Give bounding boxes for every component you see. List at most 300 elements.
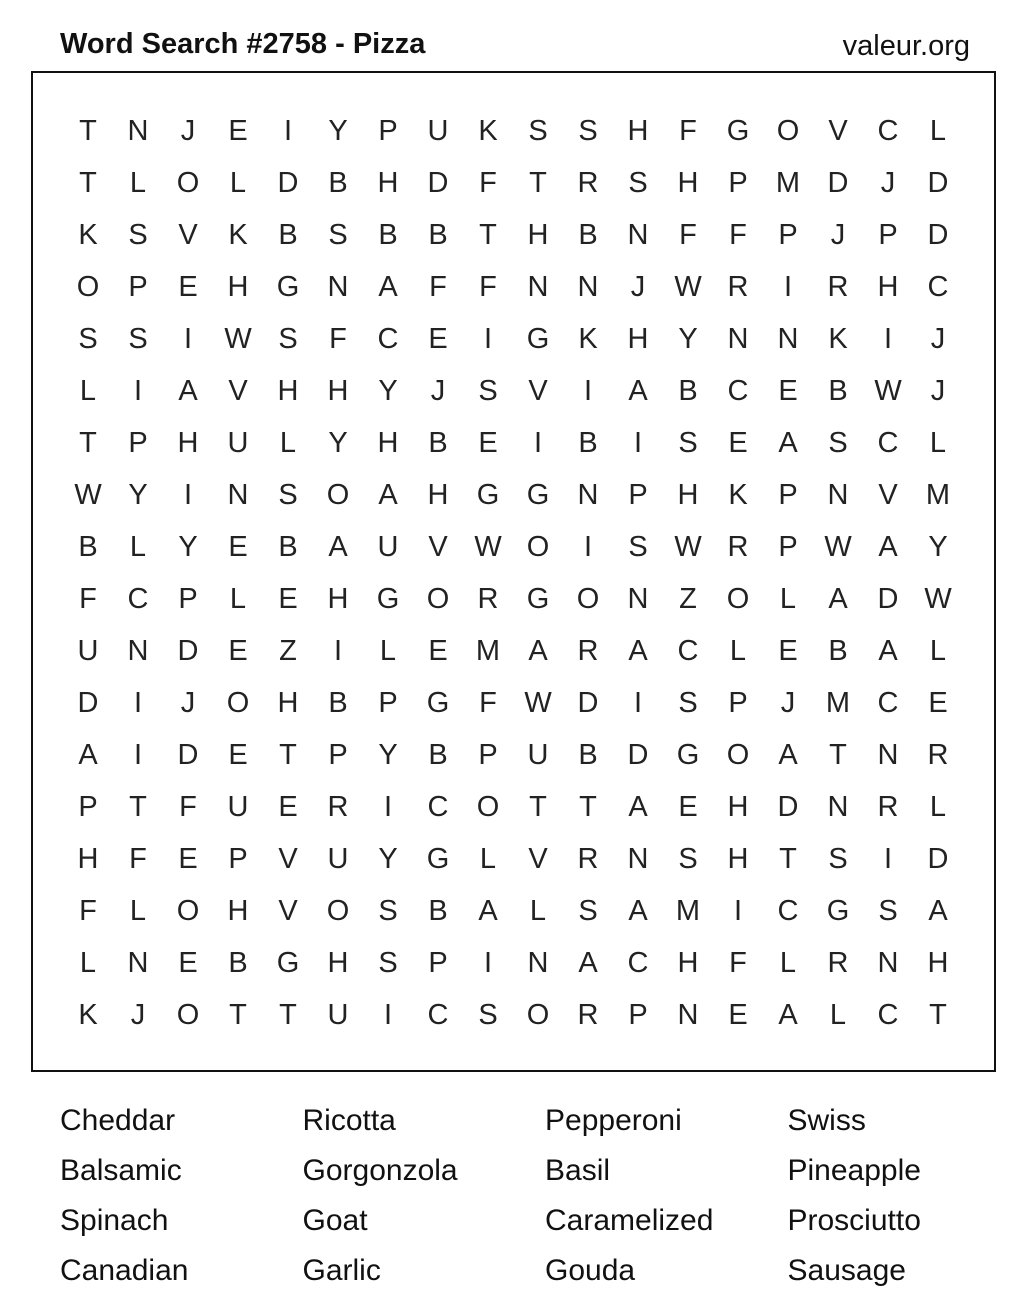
- grid-cell[interactable]: F: [479, 686, 497, 719]
- grid-cell[interactable]: Y: [178, 530, 198, 563]
- grid-cell[interactable]: J: [430, 374, 446, 407]
- grid-cell[interactable]: I: [883, 322, 893, 355]
- grid-cell[interactable]: H: [727, 790, 749, 823]
- grid-cell[interactable]: I: [183, 478, 193, 511]
- grid-cell[interactable]: A: [578, 946, 598, 979]
- grid-cell[interactable]: I: [133, 686, 143, 719]
- grid-cell[interactable]: V: [428, 530, 448, 563]
- grid-cell[interactable]: C: [627, 946, 649, 979]
- grid-cell[interactable]: B: [428, 894, 448, 927]
- grid-cell[interactable]: B: [328, 166, 348, 199]
- grid-cell[interactable]: P: [778, 478, 798, 511]
- grid-cell[interactable]: D: [927, 166, 949, 199]
- grid-cell[interactable]: H: [327, 946, 349, 979]
- grid-cell[interactable]: D: [177, 738, 199, 771]
- grid-cell[interactable]: L: [529, 894, 547, 927]
- grid-cell[interactable]: P: [378, 686, 398, 719]
- grid-cell[interactable]: D: [827, 166, 849, 199]
- grid-cell[interactable]: F: [179, 790, 197, 823]
- grid-cell[interactable]: O: [526, 998, 550, 1031]
- grid-cell[interactable]: F: [479, 270, 497, 303]
- grid-cell[interactable]: T: [79, 114, 97, 147]
- grid-cell[interactable]: N: [627, 582, 649, 615]
- grid-cell[interactable]: I: [133, 738, 143, 771]
- grid-cell[interactable]: W: [874, 374, 902, 407]
- grid-cell[interactable]: P: [78, 790, 98, 823]
- grid-cell[interactable]: W: [924, 582, 952, 615]
- grid-cell[interactable]: Y: [678, 322, 698, 355]
- grid-cell[interactable]: U: [327, 842, 349, 875]
- grid-cell[interactable]: T: [529, 790, 547, 823]
- grid-cell[interactable]: P: [228, 842, 248, 875]
- grid-cell[interactable]: G: [526, 322, 550, 355]
- grid-cell[interactable]: T: [529, 166, 547, 199]
- grid-cell[interactable]: S: [878, 894, 898, 927]
- grid-cell[interactable]: H: [277, 374, 299, 407]
- grid-cell[interactable]: S: [378, 946, 398, 979]
- grid-cell[interactable]: K: [78, 998, 98, 1031]
- grid-cell[interactable]: D: [277, 166, 299, 199]
- grid-cell[interactable]: L: [479, 842, 497, 875]
- grid-cell[interactable]: I: [733, 894, 743, 927]
- grid-cell[interactable]: O: [176, 894, 200, 927]
- grid-cell[interactable]: B: [428, 218, 448, 251]
- grid-cell[interactable]: N: [827, 478, 849, 511]
- grid-cell[interactable]: L: [829, 998, 847, 1031]
- grid-cell[interactable]: H: [927, 946, 949, 979]
- grid-cell[interactable]: O: [226, 686, 250, 719]
- grid-cell[interactable]: U: [527, 738, 549, 771]
- grid-cell[interactable]: D: [877, 582, 899, 615]
- grid-cell[interactable]: M: [775, 166, 801, 199]
- grid-cell[interactable]: T: [79, 166, 97, 199]
- grid-cell[interactable]: Y: [378, 738, 398, 771]
- grid-cell[interactable]: T: [929, 998, 947, 1031]
- grid-cell[interactable]: G: [426, 686, 450, 719]
- grid-cell[interactable]: G: [526, 478, 550, 511]
- grid-cell[interactable]: A: [778, 426, 798, 459]
- grid-cell[interactable]: S: [278, 478, 298, 511]
- grid-cell[interactable]: E: [228, 530, 248, 563]
- grid-cell[interactable]: R: [827, 946, 849, 979]
- grid-cell[interactable]: R: [577, 166, 599, 199]
- grid-cell[interactable]: O: [776, 114, 800, 147]
- grid-cell[interactable]: U: [77, 634, 99, 667]
- grid-cell[interactable]: P: [328, 738, 348, 771]
- grid-cell[interactable]: G: [676, 738, 700, 771]
- grid-cell[interactable]: I: [333, 634, 343, 667]
- grid-cell[interactable]: G: [826, 894, 850, 927]
- grid-cell[interactable]: J: [630, 270, 646, 303]
- grid-cell[interactable]: C: [877, 998, 899, 1031]
- grid-cell[interactable]: W: [224, 322, 252, 355]
- grid-cell[interactable]: S: [578, 114, 598, 147]
- grid-cell[interactable]: H: [677, 478, 699, 511]
- grid-cell[interactable]: H: [227, 270, 249, 303]
- grid-cell[interactable]: S: [278, 322, 298, 355]
- grid-cell[interactable]: D: [627, 738, 649, 771]
- grid-cell[interactable]: B: [578, 218, 598, 251]
- grid-cell[interactable]: A: [628, 894, 648, 927]
- grid-cell[interactable]: P: [178, 582, 198, 615]
- grid-cell[interactable]: A: [328, 530, 348, 563]
- grid-cell[interactable]: F: [479, 166, 497, 199]
- grid-cell[interactable]: O: [476, 790, 500, 823]
- grid-cell[interactable]: N: [777, 322, 799, 355]
- grid-cell[interactable]: I: [533, 426, 543, 459]
- grid-cell[interactable]: M: [825, 686, 851, 719]
- grid-cell[interactable]: N: [627, 842, 649, 875]
- grid-cell[interactable]: M: [475, 634, 501, 667]
- grid-cell[interactable]: O: [326, 894, 350, 927]
- grid-cell[interactable]: H: [727, 842, 749, 875]
- grid-cell[interactable]: N: [877, 738, 899, 771]
- grid-cell[interactable]: J: [780, 686, 796, 719]
- grid-cell[interactable]: Y: [128, 478, 148, 511]
- grid-cell[interactable]: C: [927, 270, 949, 303]
- grid-cell[interactable]: N: [577, 270, 599, 303]
- grid-cell[interactable]: H: [627, 322, 649, 355]
- grid-cell[interactable]: V: [278, 842, 298, 875]
- grid-cell[interactable]: H: [427, 478, 449, 511]
- grid-cell[interactable]: Z: [679, 582, 697, 615]
- grid-cell[interactable]: O: [726, 738, 750, 771]
- grid-cell[interactable]: S: [678, 842, 698, 875]
- grid-cell[interactable]: S: [678, 426, 698, 459]
- grid-cell[interactable]: H: [327, 374, 349, 407]
- grid-cell[interactable]: I: [633, 686, 643, 719]
- grid-cell[interactable]: R: [827, 270, 849, 303]
- grid-cell[interactable]: J: [830, 218, 846, 251]
- grid-cell[interactable]: J: [180, 114, 196, 147]
- grid-cell[interactable]: E: [428, 634, 448, 667]
- grid-cell[interactable]: H: [227, 894, 249, 927]
- grid-cell[interactable]: R: [877, 790, 899, 823]
- grid-cell[interactable]: S: [128, 322, 148, 355]
- grid-cell[interactable]: V: [178, 218, 198, 251]
- grid-cell[interactable]: A: [378, 478, 398, 511]
- grid-cell[interactable]: N: [327, 270, 349, 303]
- grid-cell[interactable]: B: [578, 738, 598, 771]
- grid-cell[interactable]: B: [828, 374, 848, 407]
- grid-cell[interactable]: C: [877, 686, 899, 719]
- grid-cell[interactable]: E: [228, 634, 248, 667]
- grid-cell[interactable]: C: [877, 114, 899, 147]
- grid-cell[interactable]: V: [528, 842, 548, 875]
- grid-cell[interactable]: N: [127, 114, 149, 147]
- grid-cell[interactable]: A: [478, 894, 498, 927]
- grid-cell[interactable]: K: [728, 478, 748, 511]
- grid-cell[interactable]: P: [378, 114, 398, 147]
- grid-cell[interactable]: I: [483, 322, 493, 355]
- grid-cell[interactable]: B: [278, 218, 298, 251]
- grid-cell[interactable]: S: [678, 686, 698, 719]
- grid-cell[interactable]: V: [228, 374, 248, 407]
- grid-cell[interactable]: D: [77, 686, 99, 719]
- grid-cell[interactable]: L: [129, 894, 147, 927]
- grid-cell[interactable]: F: [729, 946, 747, 979]
- grid-cell[interactable]: G: [476, 478, 500, 511]
- grid-cell[interactable]: P: [728, 686, 748, 719]
- grid-cell[interactable]: R: [477, 582, 499, 615]
- grid-cell[interactable]: L: [229, 582, 247, 615]
- grid-cell[interactable]: N: [577, 478, 599, 511]
- grid-cell[interactable]: C: [727, 374, 749, 407]
- grid-cell[interactable]: M: [925, 478, 951, 511]
- grid-cell[interactable]: G: [426, 842, 450, 875]
- grid-cell[interactable]: A: [778, 738, 798, 771]
- grid-cell[interactable]: A: [878, 634, 898, 667]
- grid-cell[interactable]: R: [577, 634, 599, 667]
- grid-cell[interactable]: I: [133, 374, 143, 407]
- grid-cell[interactable]: L: [79, 374, 97, 407]
- grid-cell[interactable]: K: [228, 218, 248, 251]
- grid-cell[interactable]: F: [329, 322, 347, 355]
- grid-cell[interactable]: A: [178, 374, 198, 407]
- grid-cell[interactable]: G: [526, 582, 550, 615]
- grid-cell[interactable]: I: [783, 270, 793, 303]
- grid-cell[interactable]: D: [927, 842, 949, 875]
- grid-cell[interactable]: H: [377, 426, 399, 459]
- grid-cell[interactable]: K: [78, 218, 98, 251]
- grid-cell[interactable]: S: [528, 114, 548, 147]
- grid-cell[interactable]: F: [679, 114, 697, 147]
- grid-cell[interactable]: H: [77, 842, 99, 875]
- grid-cell[interactable]: H: [527, 218, 549, 251]
- grid-cell[interactable]: P: [628, 478, 648, 511]
- grid-cell[interactable]: I: [583, 374, 593, 407]
- grid-cell[interactable]: D: [177, 634, 199, 667]
- grid-cell[interactable]: H: [377, 166, 399, 199]
- grid-cell[interactable]: J: [930, 322, 946, 355]
- grid-cell[interactable]: T: [479, 218, 497, 251]
- grid-cell[interactable]: O: [176, 166, 200, 199]
- grid-cell[interactable]: N: [827, 790, 849, 823]
- grid-cell[interactable]: E: [728, 998, 748, 1031]
- grid-cell[interactable]: M: [675, 894, 701, 927]
- grid-cell[interactable]: S: [478, 998, 498, 1031]
- grid-cell[interactable]: H: [877, 270, 899, 303]
- grid-cell[interactable]: B: [228, 946, 248, 979]
- grid-cell[interactable]: O: [426, 582, 450, 615]
- grid-cell[interactable]: P: [128, 270, 148, 303]
- grid-cell[interactable]: Y: [328, 426, 348, 459]
- grid-cell[interactable]: A: [78, 738, 98, 771]
- grid-cell[interactable]: A: [828, 582, 848, 615]
- grid-cell[interactable]: J: [930, 374, 946, 407]
- grid-cell[interactable]: O: [726, 582, 750, 615]
- grid-cell[interactable]: H: [627, 114, 649, 147]
- grid-cell[interactable]: V: [528, 374, 548, 407]
- grid-cell[interactable]: J: [880, 166, 896, 199]
- grid-cell[interactable]: O: [576, 582, 600, 615]
- grid-cell[interactable]: G: [276, 946, 300, 979]
- grid-cell[interactable]: B: [428, 738, 448, 771]
- grid-cell[interactable]: P: [428, 946, 448, 979]
- grid-cell[interactable]: L: [129, 530, 147, 563]
- grid-cell[interactable]: C: [427, 790, 449, 823]
- grid-cell[interactable]: E: [778, 374, 798, 407]
- grid-cell[interactable]: K: [478, 114, 498, 147]
- grid-cell[interactable]: F: [129, 842, 147, 875]
- grid-cell[interactable]: S: [478, 374, 498, 407]
- grid-cell[interactable]: E: [178, 842, 198, 875]
- grid-cell[interactable]: E: [228, 738, 248, 771]
- grid-cell[interactable]: U: [227, 790, 249, 823]
- grid-cell[interactable]: R: [577, 842, 599, 875]
- grid-cell[interactable]: Y: [328, 114, 348, 147]
- grid-cell[interactable]: R: [727, 270, 749, 303]
- grid-cell[interactable]: P: [628, 998, 648, 1031]
- grid-cell[interactable]: F: [79, 582, 97, 615]
- grid-cell[interactable]: A: [778, 998, 798, 1031]
- grid-cell[interactable]: O: [526, 530, 550, 563]
- grid-cell[interactable]: H: [677, 946, 699, 979]
- grid-cell[interactable]: T: [229, 998, 247, 1031]
- grid-cell[interactable]: L: [279, 426, 297, 459]
- grid-cell[interactable]: H: [327, 582, 349, 615]
- grid-cell[interactable]: P: [478, 738, 498, 771]
- grid-cell[interactable]: L: [729, 634, 747, 667]
- grid-cell[interactable]: C: [127, 582, 149, 615]
- grid-cell[interactable]: S: [828, 842, 848, 875]
- grid-cell[interactable]: W: [824, 530, 852, 563]
- grid-cell[interactable]: B: [328, 686, 348, 719]
- grid-cell[interactable]: L: [929, 634, 947, 667]
- grid-cell[interactable]: I: [883, 842, 893, 875]
- grid-cell[interactable]: E: [428, 322, 448, 355]
- grid-cell[interactable]: C: [677, 634, 699, 667]
- grid-cell[interactable]: F: [729, 218, 747, 251]
- grid-cell[interactable]: L: [79, 946, 97, 979]
- grid-cell[interactable]: A: [928, 894, 948, 927]
- grid-cell[interactable]: T: [579, 790, 597, 823]
- grid-cell[interactable]: S: [128, 218, 148, 251]
- grid-cell[interactable]: O: [76, 270, 100, 303]
- grid-cell[interactable]: U: [227, 426, 249, 459]
- grid-cell[interactable]: E: [228, 114, 248, 147]
- grid-cell[interactable]: G: [376, 582, 400, 615]
- grid-cell[interactable]: J: [130, 998, 146, 1031]
- grid-cell[interactable]: A: [628, 634, 648, 667]
- grid-cell[interactable]: N: [677, 998, 699, 1031]
- grid-cell[interactable]: C: [377, 322, 399, 355]
- grid-cell[interactable]: L: [929, 114, 947, 147]
- grid-cell[interactable]: B: [678, 374, 698, 407]
- grid-cell[interactable]: T: [79, 426, 97, 459]
- grid-cell[interactable]: D: [577, 686, 599, 719]
- grid-cell[interactable]: I: [183, 322, 193, 355]
- grid-cell[interactable]: O: [326, 478, 350, 511]
- grid-cell[interactable]: G: [276, 270, 300, 303]
- grid-cell[interactable]: A: [528, 634, 548, 667]
- grid-cell[interactable]: A: [878, 530, 898, 563]
- grid-cell[interactable]: R: [577, 998, 599, 1031]
- grid-cell[interactable]: U: [427, 114, 449, 147]
- grid-cell[interactable]: V: [278, 894, 298, 927]
- grid-cell[interactable]: S: [578, 894, 598, 927]
- grid-cell[interactable]: L: [379, 634, 397, 667]
- grid-cell[interactable]: S: [828, 426, 848, 459]
- grid-cell[interactable]: U: [327, 998, 349, 1031]
- grid-cell[interactable]: C: [877, 426, 899, 459]
- grid-cell[interactable]: N: [127, 946, 149, 979]
- grid-cell[interactable]: N: [727, 322, 749, 355]
- grid-cell[interactable]: W: [674, 270, 702, 303]
- grid-cell[interactable]: Z: [279, 634, 297, 667]
- grid-cell[interactable]: L: [779, 946, 797, 979]
- grid-cell[interactable]: H: [177, 426, 199, 459]
- grid-cell[interactable]: T: [129, 790, 147, 823]
- grid-cell[interactable]: J: [180, 686, 196, 719]
- grid-cell[interactable]: R: [927, 738, 949, 771]
- grid-cell[interactable]: T: [279, 998, 297, 1031]
- grid-cell[interactable]: Y: [378, 374, 398, 407]
- grid-cell[interactable]: I: [283, 114, 293, 147]
- grid-cell[interactable]: S: [628, 530, 648, 563]
- grid-cell[interactable]: B: [378, 218, 398, 251]
- grid-cell[interactable]: S: [628, 166, 648, 199]
- grid-cell[interactable]: I: [383, 790, 393, 823]
- grid-cell[interactable]: S: [328, 218, 348, 251]
- grid-cell[interactable]: C: [427, 998, 449, 1031]
- grid-cell[interactable]: B: [278, 530, 298, 563]
- grid-cell[interactable]: D: [927, 218, 949, 251]
- grid-cell[interactable]: N: [527, 946, 549, 979]
- grid-cell[interactable]: F: [79, 894, 97, 927]
- grid-cell[interactable]: E: [278, 790, 298, 823]
- grid-cell[interactable]: L: [779, 582, 797, 615]
- grid-cell[interactable]: E: [928, 686, 948, 719]
- grid-cell[interactable]: L: [929, 790, 947, 823]
- grid-cell[interactable]: T: [279, 738, 297, 771]
- grid-cell[interactable]: W: [474, 530, 502, 563]
- grid-cell[interactable]: V: [828, 114, 848, 147]
- grid-cell[interactable]: P: [778, 218, 798, 251]
- grid-cell[interactable]: V: [878, 478, 898, 511]
- grid-cell[interactable]: N: [127, 634, 149, 667]
- grid-cell[interactable]: I: [483, 946, 493, 979]
- grid-cell[interactable]: S: [78, 322, 98, 355]
- grid-cell[interactable]: U: [377, 530, 399, 563]
- grid-cell[interactable]: P: [128, 426, 148, 459]
- grid-cell[interactable]: R: [327, 790, 349, 823]
- grid-cell[interactable]: T: [779, 842, 797, 875]
- grid-cell[interactable]: E: [278, 582, 298, 615]
- grid-cell[interactable]: F: [429, 270, 447, 303]
- grid-cell[interactable]: B: [828, 634, 848, 667]
- grid-cell[interactable]: N: [527, 270, 549, 303]
- grid-cell[interactable]: G: [726, 114, 750, 147]
- grid-cell[interactable]: F: [679, 218, 697, 251]
- grid-cell[interactable]: A: [378, 270, 398, 303]
- grid-cell[interactable]: N: [627, 218, 649, 251]
- grid-cell[interactable]: Y: [928, 530, 948, 563]
- grid-cell[interactable]: P: [878, 218, 898, 251]
- grid-cell[interactable]: K: [578, 322, 598, 355]
- grid-cell[interactable]: A: [628, 790, 648, 823]
- grid-cell[interactable]: E: [778, 634, 798, 667]
- grid-cell[interactable]: I: [383, 998, 393, 1031]
- grid-cell[interactable]: A: [628, 374, 648, 407]
- grid-cell[interactable]: S: [378, 894, 398, 927]
- grid-cell[interactable]: K: [828, 322, 848, 355]
- grid-cell[interactable]: L: [129, 166, 147, 199]
- grid-cell[interactable]: O: [176, 998, 200, 1031]
- grid-cell[interactable]: B: [428, 426, 448, 459]
- grid-cell[interactable]: W: [74, 478, 102, 511]
- grid-cell[interactable]: R: [727, 530, 749, 563]
